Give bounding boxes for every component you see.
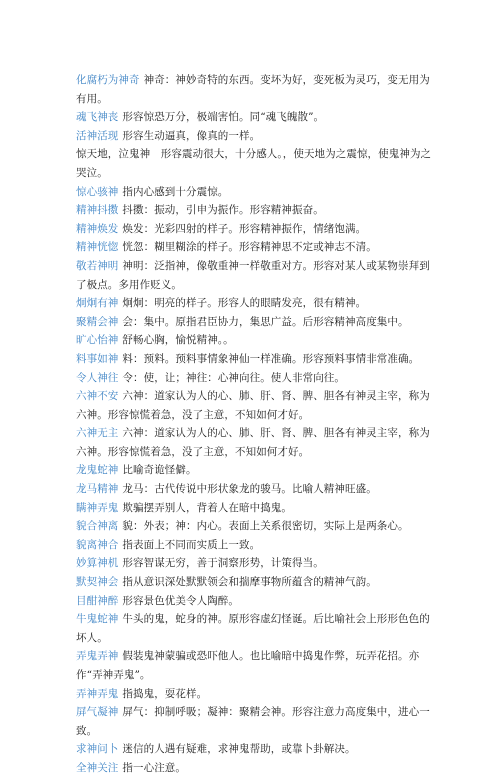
idiom-definition: 神奇：神妙奇特的东西。变坏为好，变死板为灵巧，变无用为有用。 [76, 74, 430, 105]
idiom-definition: 六神：道家认为人的心、肺、肝、肾、脾、胆各有神灵主宰，称为六神。形容惊慌着急，没了主意，不知如何才好。 [76, 390, 430, 421]
idiom-term-link[interactable]: 敬若神明 [76, 259, 119, 272]
idiom-term-link[interactable]: 全神关注 [76, 761, 119, 774]
idiom-definition: 会：集中。原指君臣协力，集思广益。后形容精神高度集中。 [122, 315, 409, 328]
idiom-entry [76, 703, 434, 740]
idiom-term-link[interactable]: 屏气凝神 [76, 706, 119, 719]
idiom-definition: 龙马：古代传说中形状象龙的骏马。比喻人精神旺盛。 [122, 483, 377, 496]
idiom-term-link[interactable]: 弄神弄鬼 [76, 687, 119, 700]
idiom-entry [76, 461, 434, 480]
idiom-definition: 指一心注意。 [122, 761, 187, 774]
idiom-definition: 牛头的鬼，蛇身的神。原形容虚幻怪诞。后比喻社会上形形色色的坏人。 [76, 613, 430, 644]
idiom-entry [76, 610, 434, 647]
idiom-definition: 神明：泛指神，像敬重神一样敬重对方。形容对某人或某物崇拜到了极点。多用作贬义。 [76, 259, 430, 291]
idiom-entry [76, 517, 434, 536]
idiom-term-link[interactable]: 魂飞神丧 [76, 111, 119, 124]
idiom-term-link[interactable]: 六神不安 [76, 390, 119, 403]
idiom-term-link[interactable]: 龙马精神 [76, 483, 119, 496]
idiom-term-link[interactable]: 聚精会神 [76, 315, 119, 328]
idiom-term-link[interactable]: 精神恍惚 [76, 241, 119, 254]
idiom-entry [76, 201, 434, 220]
idiom-term-link[interactable]: 六神无主 [76, 427, 119, 440]
idiom-definition: 焕发：光彩四射的样子。形容精神振作，情绪饱满。 [122, 222, 367, 235]
idiom-term-link[interactable]: 目酣神醉 [76, 594, 119, 607]
idiom-definition: 指捣鬼，耍花样。 [122, 687, 208, 700]
idiom-term-link[interactable]: 料事如神 [76, 352, 119, 365]
idiom-term-link[interactable]: 貌合神离 [76, 520, 119, 533]
idiom-entry [76, 71, 434, 108]
idiom-entry [76, 238, 434, 257]
idiom-entry [76, 759, 434, 778]
idiom-entry [76, 313, 434, 332]
idiom-entry [76, 108, 434, 127]
idiom-term-link[interactable]: 惊心骇神 [76, 185, 119, 198]
idiom-term-link[interactable]: 妙算神机 [76, 557, 119, 570]
idiom-entry [76, 220, 434, 239]
idiom-definition: 形容惊恐万分，极端害怕。同“魂飞魄散”。 [122, 111, 325, 124]
idiom-definition: 形容智谋无穷，善于洞察形势，计策得当。 [122, 557, 324, 570]
idiom-definition: 抖擞：振动，引申为振作。形容精神振奋。 [122, 204, 324, 217]
idiom-term-link[interactable]: 弄鬼弄神 [76, 650, 119, 663]
idiom-entry [76, 740, 434, 759]
idiom-entry [76, 387, 434, 424]
idiom-definition: 指表面上不同而实质上一致。 [122, 538, 261, 551]
idiom-definition: 舒畅心胸，愉悦精神。。 [122, 334, 234, 347]
idiom-definition: 比喻奇诡怪僻。 [122, 464, 197, 477]
idiom-entry [76, 127, 434, 146]
idiom-term-link[interactable]: 龙鬼蛇神 [76, 464, 119, 477]
idiom-entry [76, 647, 434, 684]
idiom-entry [76, 554, 434, 573]
idiom-entry [76, 183, 434, 202]
idiom-definition: 欺骗摆弄别人，背着人在暗中捣鬼。 [122, 501, 293, 514]
idiom-term-link[interactable]: 令人神往 [76, 371, 119, 384]
idiom-definition: 形容景色优美令人陶醉。 [122, 594, 240, 607]
idiom-definition: 指从意识深处默默领会和揣摩事物所蕴含的精神气韵。 [122, 576, 377, 589]
idiom-entry [76, 536, 434, 555]
idiom-definition: 迷信的人遇有疑难，求神鬼帮助，或靠卜卦解决。 [122, 743, 356, 756]
idiom-term-link[interactable]: 化腐朽为神奇 [76, 74, 140, 86]
idiom-term-link[interactable]: 旷心怡神 [76, 334, 119, 347]
idiom-definition: 貌：外表；神：内心。表面上关系很密切，实际上是两条心。 [122, 520, 409, 533]
idiom-entry [76, 499, 434, 518]
idiom-entry [76, 257, 434, 294]
idiom-term-link[interactable]: 瞒神弄鬼 [76, 501, 119, 514]
idiom-definition: 六神：道家认为人的心、肺、肝、肾、脾、胆各有神灵主宰，称为六神。形容惊慌着急，没了主意，不知如何才好。 [76, 427, 430, 458]
idiom-definition: 指内心感到十分震惊。 [122, 185, 229, 198]
idiom-entry [76, 592, 434, 611]
idiom-entry [76, 294, 434, 313]
idiom-definition: 令：使，让；神往：心神向往。使人非常向往。 [122, 371, 346, 384]
idiom-term-link[interactable]: 默契神会 [76, 576, 119, 589]
idiom-definition: 恍忽：糊里糊涂的样子。形容精神思不定或神志不清。 [122, 241, 377, 254]
idiom-entry [76, 573, 434, 592]
idiom-term-link[interactable]: 精神焕发 [76, 222, 119, 235]
idiom-entry [76, 685, 434, 704]
idiom-entry [76, 480, 434, 499]
idiom-term-link[interactable]: 精神抖擞 [76, 204, 119, 217]
idiom-term-link[interactable]: 貌离神合 [76, 538, 119, 551]
idiom-term-link[interactable]: 牛鬼蛇神 [76, 613, 119, 626]
idiom-entry [76, 369, 434, 388]
idiom-list [76, 71, 434, 778]
idiom-definition: 形容生动逼真，像真的一样。 [122, 129, 261, 142]
idiom-entry [76, 331, 434, 350]
idiom-entry [76, 350, 434, 369]
idiom-definition: 料：预料。预料事情象神仙一样准确。形容预料事情非常准确。 [122, 352, 420, 365]
idiom-term-link[interactable]: 炯炯有神 [76, 297, 119, 310]
idiom-term-link[interactable]: 活神活现 [76, 129, 119, 142]
idiom-definition: 屏气：抑制呼吸；凝神：聚精会神。形容注意力高度集中，进心一致。 [76, 706, 430, 737]
idiom-definition: 假装鬼神蒙骗或恐吓他人。也比喻暗中捣鬼作弊，玩弄花招。亦作“弄神弄鬼”。 [76, 650, 420, 681]
idiom-definition: 炯炯：明亮的样子。形容人的眼睛发亮，很有精神。 [122, 297, 367, 310]
idiom-entry [76, 145, 434, 182]
idiom-definition: 惊天地，泣鬼神 形容震动很大，十分感人。，使天地为之震惊，使鬼神为之哭泣。 [76, 148, 432, 179]
idiom-entry [76, 424, 434, 461]
idiom-term-link[interactable]: 求神问卜 [76, 743, 119, 756]
